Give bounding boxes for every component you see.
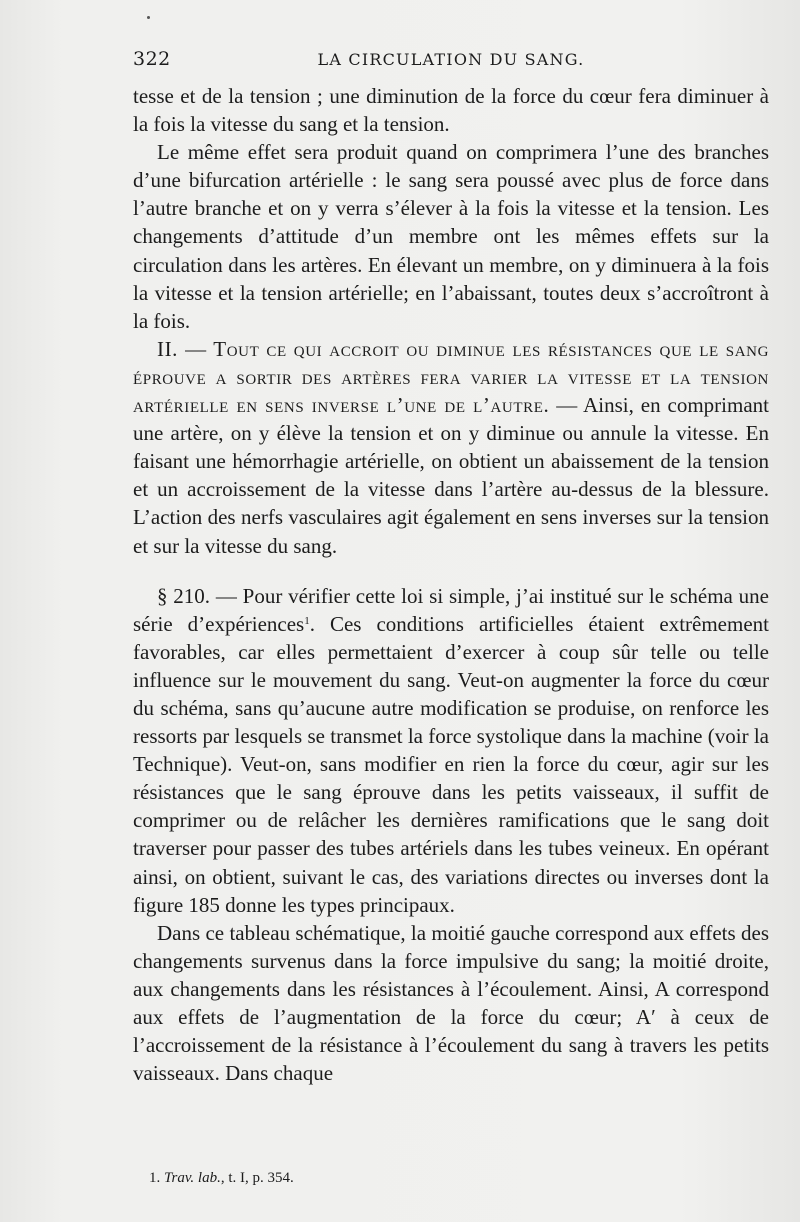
print-speck: [147, 16, 150, 19]
section-gap: [133, 560, 769, 582]
paragraph-law-two: [133, 335, 769, 560]
section-210-text-a: § 210. — Pour vérifier cette loi si simple, j’ai institué sur le schéma une série d’expériences: [133, 583, 769, 636]
page-number: 322: [133, 48, 171, 70]
footnote-number: 1.: [149, 1170, 161, 1186]
law-two-text: — Ainsi, en comprimant une artère, on y élève la tension et on y diminue ou annule la vitesse. En faisant une hémorrhagie artérielle, on obtient un abaissement de la tension et un accroissement de la vitesse dans l’artère au-dessus de la blessure. L’action des nerfs vasculaires agit également en sens inverses sur la tension et sur la vitesse du sang.: [133, 393, 769, 558]
running-head: LA CIRCULATION DU SANG.: [317, 50, 585, 69]
footnote-title: Trav. lab.: [164, 1170, 221, 1186]
section-210-text-b: . Ces conditions artificielles étaient extrêmement favorables, car elles permettaient d’exercer à coup sûr telle ou telle influence sur le mouvement du sang. Veut-on augmenter la force du cœur du schéma, sans qu’aucune autre modification se produise, on renforce les ressorts par lesquels se transmet la force systolique dans la machine (voir la Technique). Veut-on, sans modifier en rien la force du cœur, agir sur les résistances que le sang éprouve dans les petits vaisseaux, il suffit de comprimer ou de relâcher les dernières ramifications que le sang doit traverser pour passer des tubes artériels dans les tubes veineux. En opérant ainsi, on obtient, suivant le cas, des variations directes ou inverses dont la figure 185 donne les types principaux.: [133, 611, 769, 917]
paragraph-continuation: tesse et de la tension ; une diminution de la force du cœur fera diminuer à la fois la vitesse du sang et la tension.: [133, 84, 769, 137]
footnote: [149, 1170, 294, 1187]
paragraph-section-210: [133, 582, 769, 919]
paragraph-schematic-table: Dans ce tableau schématique, la moitié gauche correspond aux effets des changements survenus dans la force impulsive du sang; la moitié droite, aux changements dans les résistances à l’écoulement. Ainsi, A correspond aux effets de l’augmentation de la force du cœur; A′ à ceux de l’accroissement de la résistance à l’écoulement du sang à travers les petits vaisseaux. Dans chaque: [133, 920, 769, 1086]
page-header: [133, 48, 769, 76]
paragraph-bifurcation: Le même effet sera produit quand on comprimera l’une des branches d’une bifurcation artérielle : le sang sera poussé avec plus de force dans l’autre branche et on y verra s’élever à la fois la vitesse et la tension. Les changements d’attitude d’un membre ont les mêmes effets sur la circulation dans les artères. En élevant un membre, on y diminuera à la fois la vitesse et la tension artérielle; en l’abaissant, toutes deux s’accroîtront à la fois.: [133, 140, 769, 333]
footnote-reference: , t. I, p. 354.: [220, 1170, 294, 1186]
body-text: [133, 82, 769, 1087]
law-two-heading: II. — Tout ce qui accroit ou diminue les résistances que le sang éprouve a sortir des artères fera varier la vitesse et la tension artérielle en sens inverse l’une de l’autre.: [133, 336, 769, 418]
footnote-marker: 1: [304, 614, 310, 627]
